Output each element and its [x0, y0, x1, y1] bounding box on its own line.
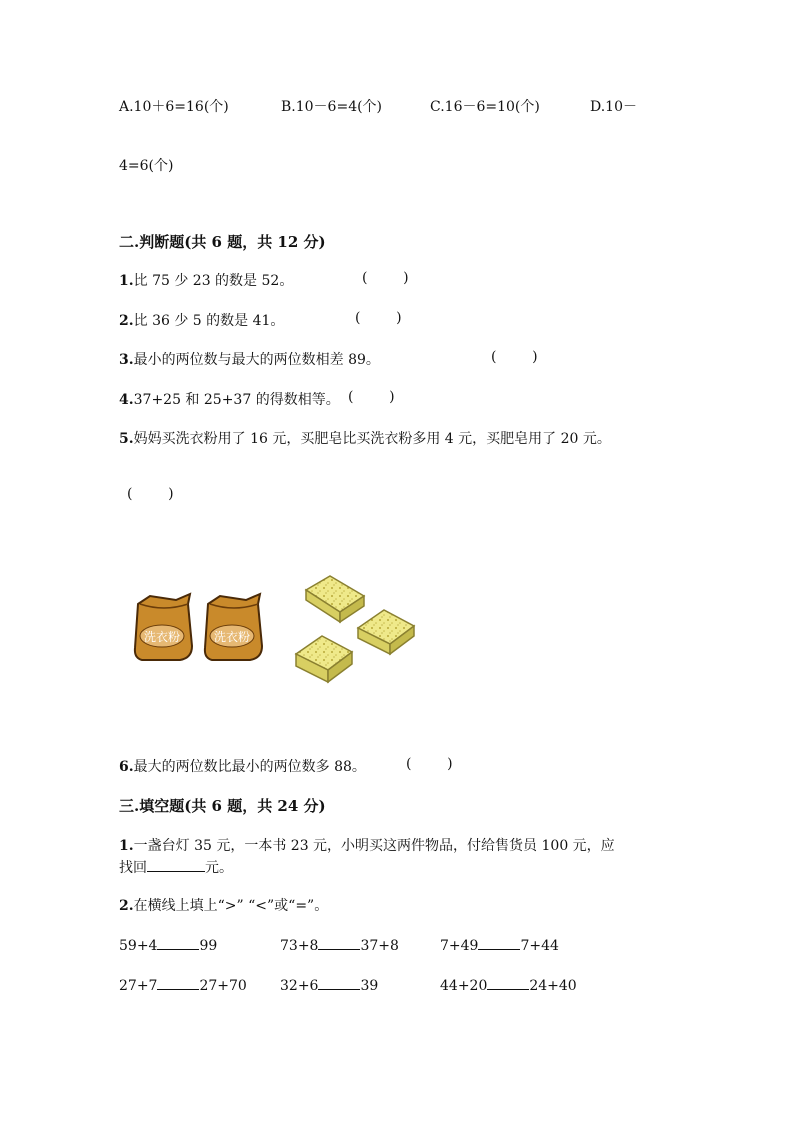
judge-item-2 — [119, 310, 284, 330]
compare-right: 27+70 — [199, 978, 247, 994]
item-number: 2. — [119, 898, 134, 914]
answer-paren-5[interactable]: ( ) — [127, 486, 174, 502]
compare-item-4 — [119, 975, 247, 994]
judge-item-6 — [119, 756, 366, 776]
bag-label: 洗衣粉 — [213, 630, 251, 644]
bag-label: 洗衣粉 — [143, 630, 181, 644]
answer-paren-6[interactable]: ( ) — [406, 756, 453, 772]
item-text: 比 36 少 5 的数是 41。 — [133, 313, 285, 329]
fill-item-2 — [119, 895, 328, 915]
answer-paren-1[interactable]: ( ) — [362, 270, 409, 286]
soap-bar-2 — [358, 610, 414, 654]
fill-item-1-line-1 — [119, 835, 615, 855]
compare-item-1 — [119, 935, 217, 954]
compare-right: 7+44 — [520, 938, 559, 954]
option-d-continued: 4=6(个) — [119, 158, 174, 174]
option-b: B.10－6=4(个) — [281, 99, 383, 115]
answer-blank[interactable] — [147, 857, 205, 872]
item-number: 3. — [119, 352, 134, 368]
item-number: 4. — [119, 392, 134, 408]
compare-right: 99 — [199, 938, 218, 954]
answer-paren-4[interactable]: ( ) — [348, 389, 395, 405]
item-text: 最大的两位数比最小的两位数多 88。 — [133, 759, 366, 775]
option-d: D.10－ — [590, 99, 637, 115]
item-text: 37+25 和 25+37 的得数相等。 — [133, 392, 340, 408]
compare-item-5 — [280, 975, 378, 994]
compare-item-2 — [280, 935, 399, 954]
soap-bar-1 — [306, 576, 364, 622]
compare-blank[interactable] — [157, 975, 199, 990]
section-2-title: 二.判断题(共 6 题，共 12 分) — [119, 233, 326, 251]
item-number: 5. — [119, 431, 134, 447]
compare-blank[interactable] — [318, 935, 360, 950]
compare-left: 32+6 — [280, 978, 319, 994]
detergent-bag-1 — [135, 594, 192, 660]
item-text: 元。 — [205, 860, 233, 876]
compare-blank[interactable] — [487, 975, 529, 990]
answer-paren-3[interactable]: ( ) — [491, 349, 538, 365]
compare-blank[interactable] — [157, 935, 199, 950]
judge-item-4 — [119, 389, 340, 409]
compare-item-3 — [440, 935, 559, 954]
item-text: 比 75 少 23 的数是 52。 — [133, 273, 294, 289]
compare-item-6 — [440, 975, 577, 994]
fill-item-1-line-2 — [119, 857, 233, 877]
section-3-title: 三.填空题(共 6 题，共 24 分) — [119, 797, 326, 815]
item-number: 6. — [119, 759, 134, 775]
compare-left: 27+7 — [119, 978, 158, 994]
compare-right: 24+40 — [529, 978, 577, 994]
judge-item-5 — [119, 428, 611, 448]
item-number: 1. — [119, 838, 134, 854]
compare-right: 37+8 — [360, 938, 399, 954]
item-number: 2. — [119, 313, 134, 329]
item-text: 找回 — [119, 860, 147, 876]
detergent-soap-illustration — [130, 570, 430, 700]
compare-blank[interactable] — [318, 975, 360, 990]
compare-left: 73+8 — [280, 938, 319, 954]
compare-left: 44+20 — [440, 978, 488, 994]
item-text: 妈妈买洗衣粉用了 16 元，买肥皂比买洗衣粉多用 4 元，买肥皂用了 20 元。 — [133, 431, 611, 447]
answer-paren-2[interactable]: ( ) — [355, 310, 402, 326]
judge-item-3 — [119, 349, 380, 369]
item-text: 最小的两位数与最大的两位数相差 89。 — [133, 352, 380, 368]
detergent-bag-2 — [205, 594, 262, 660]
compare-right: 39 — [360, 978, 379, 994]
compare-blank[interactable] — [478, 935, 520, 950]
option-c: C.16－6=10(个) — [430, 99, 540, 115]
item-text: 在横线上填上“>” “<”或“=”。 — [133, 898, 329, 914]
soap-bar-3 — [296, 636, 352, 682]
option-a: A.10＋6=16(个) — [119, 99, 229, 115]
compare-left: 59+4 — [119, 938, 158, 954]
item-text: 一盏台灯 35 元，一本书 23 元，小明买这两件物品，付给售货员 100 元，应 — [133, 838, 615, 854]
item-number: 1. — [119, 273, 134, 289]
compare-left: 7+49 — [440, 938, 479, 954]
judge-item-1 — [119, 270, 293, 290]
